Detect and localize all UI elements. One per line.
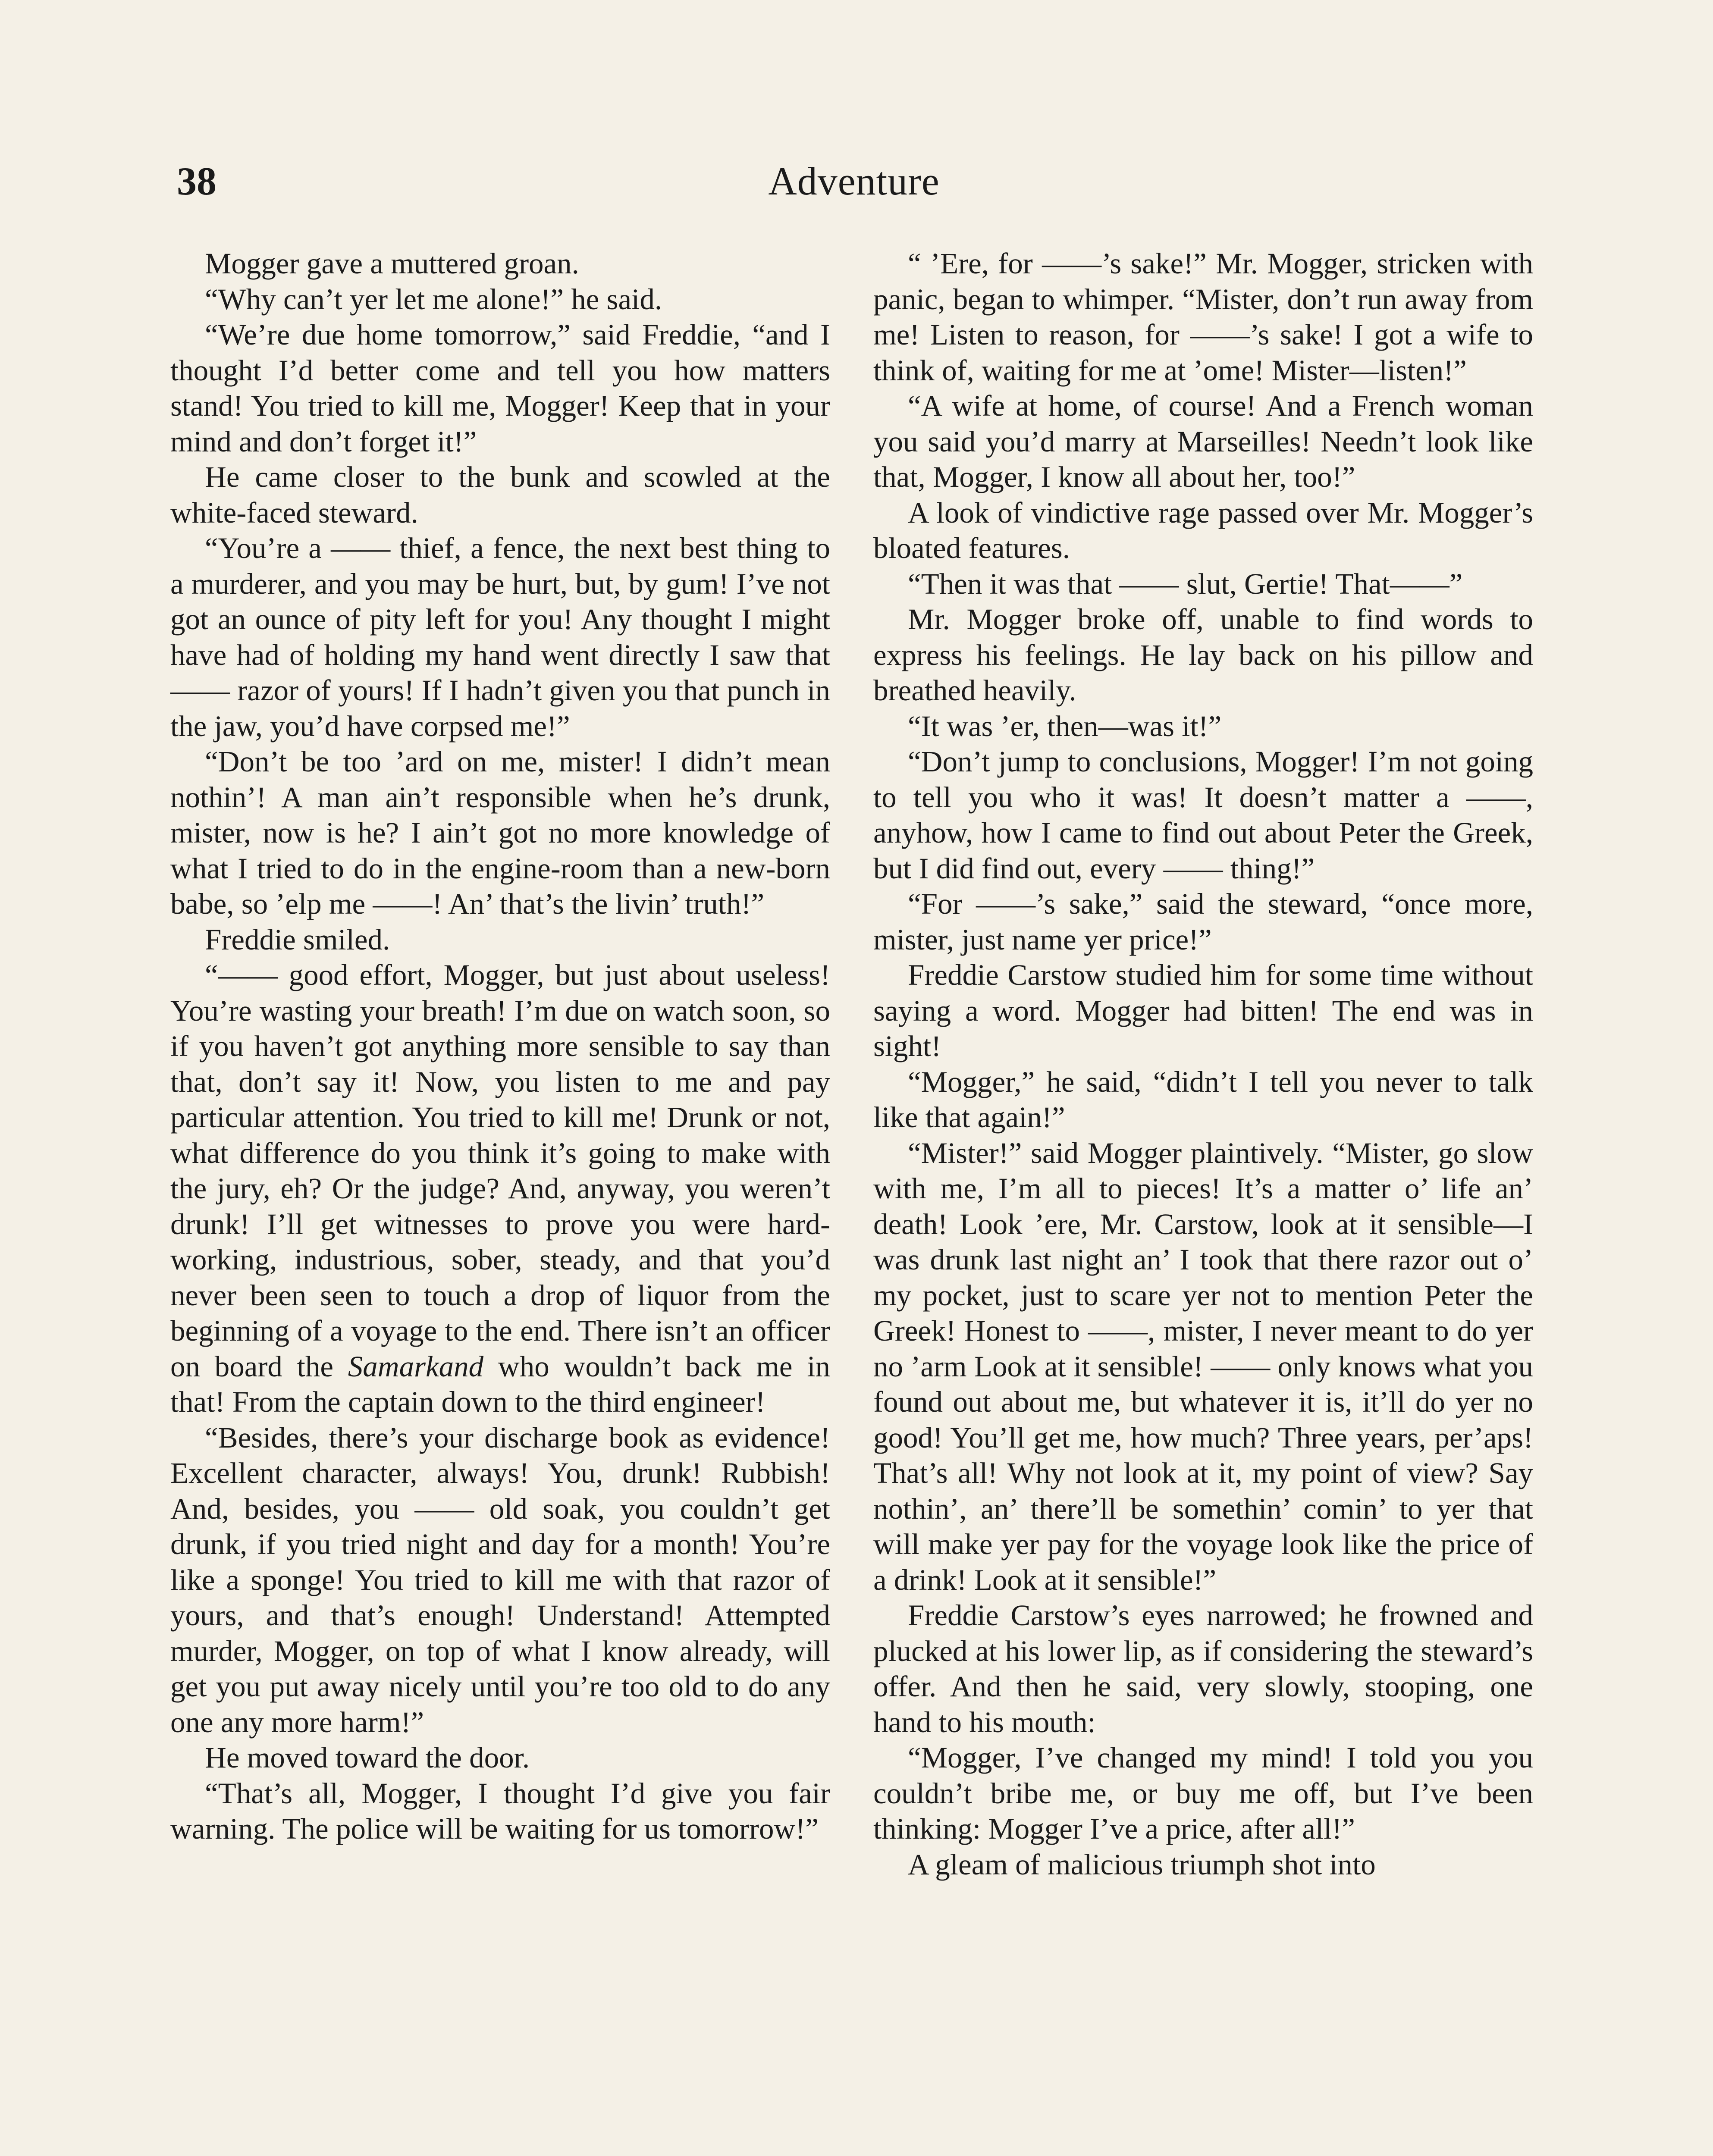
running-title: Adventure <box>768 159 940 203</box>
paragraph: “Mister!” said Mogger plaintively. “Mister, go slow with me, I’m all to pieces! It’s a matter o’ life an’ death! Look ’ere, Mr. Carstow, look at it sensible—I was drunk last night an’ I took that there razor out o’ my pocket, just to scare yer not to mention Peter the Greek! Honest to ——, mister, I never meant to do yer no ’arm Look at it sensible! —— only knows what you found out about me, but whatever it is, it’ll do yer no good! You’ll get me, how much? Three years, per’aps! That’s all! Why not look at it, my point of view? Say nothin’, an’ there’ll be somethin’ comin’ to yer that will make yer pay for the voyage look like the price of a drink! Look at it sensible!” <box>873 1136 1533 1596</box>
paragraph: “—— good effort, Mogger, but just about useless! You’re wasting your breath! I’m due on watch soon, so if you haven’t got anything more sensible to say than that, don’t say it! Now, you listen to me and pay particular attention. You tried to kill me! Drunk or not, what difference do you think it’s going to make with the jury, eh? Or the judge? And, anyway, you weren’t drunk! I’ll get witnesses to prove you were hard-working, industrious, sober, steady, and that you’d never been seen to touch a drop of liquor from the beginning of a voyage to the end. There isn’t an officer on board the Samarkand who wouldn’t back me in that! From the captain down to the third engineer! <box>170 959 830 1418</box>
paragraph: “You’re a —— thief, a fence, the next best thing to a murderer, and you may be hurt, but, by gum! I’ve not got an ounce of pity left for you! Any thought I might have had of holding my hand went directly I saw that —— razor of yours! If I hadn’t given you that punch in the jaw, you’d have corpsed me!” <box>170 532 830 743</box>
paragraph: “For ——’s sake,” said the steward, “once more, mister, just name yer price!” <box>873 887 1533 956</box>
ship-name: Samarkand <box>348 1350 484 1383</box>
paragraph: “That’s all, Mogger, I thought I’d give you fair warning. The police will be waiting for us tomorrow!” <box>170 1777 830 1845</box>
paragraph: Mogger gave a muttered groan. <box>205 247 579 280</box>
paragraph: “We’re due home tomorrow,” said Freddie, “and I thought I’d better come and tell you how matters stand! You tried to kill me, Mogger! Keep that in your mind and don’t forget it!” <box>170 318 830 458</box>
paragraph: A look of vindictive rage passed over Mr. Mogger’s bloated features. <box>873 496 1533 564</box>
paragraph: Freddie smiled. <box>205 923 390 956</box>
paragraph: Freddie Carstow studied him for some time without saying a word. Mogger had bitten! The end was in sight! <box>873 959 1533 1062</box>
paragraph: “A wife at home, of course! And a French woman you said you’d marry at Marseilles! Needn’t look like that, Mogger, I know all about her, too!” <box>873 389 1533 493</box>
paragraph: Freddie Carstow’s eyes narrowed; he frowned and plucked at his lower lip, as if considering the steward’s offer. And then he said, very slowly, stooping, one hand to his mouth: <box>873 1599 1533 1739</box>
paragraph: “Then it was that —— slut, Gertie! That——” <box>908 567 1463 600</box>
paragraph: “Besides, there’s your discharge book as evidence! Excellent character, always! You, drunk! Rubbish! And, besides, you —— old soak, you couldn’t get drunk, if you tried night and day for a month! You’re like a sponge! You tried to kill me with that razor of yours, and that’s enough! Understand! Attempted murder, Mogger, on top of what I know already, will get you put away nicely until you’re too old to do any one any more harm!” <box>170 1421 830 1739</box>
paragraph: He moved toward the door. <box>205 1741 530 1774</box>
right-column <box>873 246 1533 1882</box>
paragraph: “Why can’t yer let me alone!” he said. <box>205 282 662 316</box>
paragraph: “Mogger,” he said, “didn’t I tell you never to talk like that again!” <box>873 1065 1533 1134</box>
paragraph: “Don’t be too ’ard on me, mister! I didn’t mean nothin’! A man ain’t responsible when he’s drunk, mister, now is he? I ain’t got no more knowledge of what I tried to do in the engine-room than a new-born babe, so ’elp me ——! An’ that’s the livin’ truth!” <box>170 745 830 920</box>
paragraph: “Mogger, I’ve changed my mind! I told you you couldn’t bribe me, or buy me off, but I’ve been thinking: Mogger I’ve a price, after all!” <box>873 1741 1533 1845</box>
page-header <box>173 155 1535 207</box>
left-column <box>170 246 830 1847</box>
paragraph: A gleam of malicious triumph shot into <box>908 1848 1376 1881</box>
paragraph: “It was ’er, then—was it!” <box>908 709 1222 743</box>
paragraph: “ ’Ere, for ——’s sake!” Mr. Mogger, stricken with panic, began to whimper. “Mister, don’t run away from me! Listen to reason, for ——’s sake! I got a wife to think of, waiting for me at ’ome! Mister—listen!” <box>873 247 1533 387</box>
paragraph: He came closer to the bunk and scowled at the white-faced steward. <box>170 461 830 529</box>
page-number: 38 <box>177 159 216 203</box>
paragraph: “Don’t jump to conclusions, Mogger! I’m not going to tell you who it was! It doesn’t matter a ——, anyhow, how I came to find out about Peter the Greek, but I did find out, every —— thing!” <box>873 745 1533 885</box>
paragraph: Mr. Mogger broke off, unable to find words to express his feelings. He lay back on his pillow and breathed heavily. <box>873 603 1533 707</box>
